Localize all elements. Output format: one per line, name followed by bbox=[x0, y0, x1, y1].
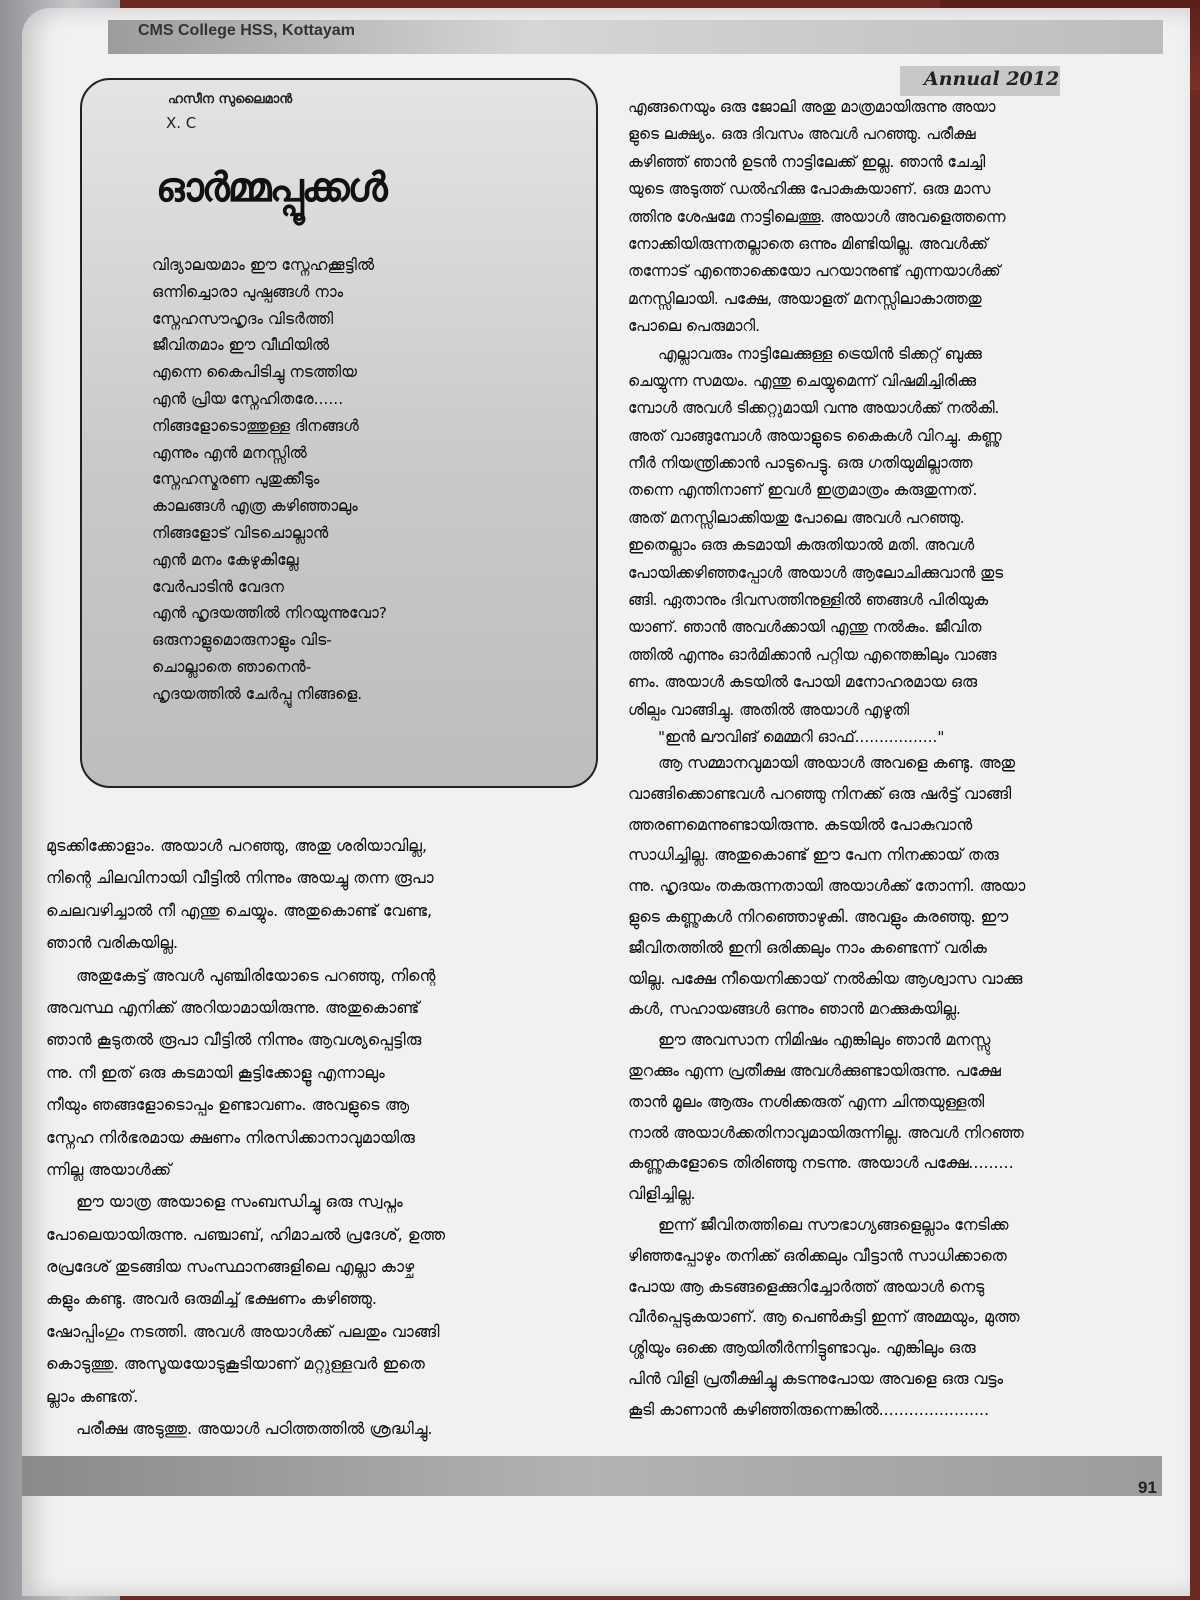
footer-band bbox=[22, 1456, 1162, 1496]
story-line: എങ്ങനെയും ഒരു ജോലി അതു മാത്രമായിരുന്നു അയാ bbox=[628, 98, 996, 116]
poem-line: സ്നേഹസൗഹൃദം വിടർത്തി bbox=[152, 309, 334, 328]
story-line: ല്ലാം കണ്ടത്. bbox=[46, 1386, 139, 1406]
story-line: ജീവിതത്തിൽ ഇനി ഒരിക്കലും നാം കണ്ടെന്ന് വരിക bbox=[628, 937, 987, 957]
story-line: ങ്ങി. ഏതാനും ദിവസത്തിനുള്ളിൽ ഞങ്ങൾ പിരിയുക bbox=[628, 591, 989, 610]
poem-line: എൻ പ്രിയ സ്നേഹിതരേ...... bbox=[152, 389, 344, 408]
story-line: അത് മനസ്സിലാക്കിയതു പോലെ അവൾ പറഞ്ഞു. bbox=[628, 508, 965, 527]
poem-line: വേർപാടിൻ വേദന bbox=[152, 577, 284, 596]
poem-line: എൻ മനം കേഴുകില്ലേ bbox=[152, 550, 299, 569]
story-line: നിന്റെ ചിലവിനായി വീട്ടിൽ നിന്നും അയച്ചു തന്ന രൂപാ bbox=[46, 868, 434, 888]
story-line: തന്നോട് എന്തൊക്കെയോ പറയാനുണ്ട് എന്നയാൾക്ക് bbox=[628, 262, 1001, 281]
story-line: അതുകേട്ട് അവൾ പുഞ്ചിരിയോടെ പറഞ്ഞു, നിന്റെ bbox=[76, 965, 436, 985]
story-line: പോലെ പെരുമാറി. bbox=[628, 317, 760, 336]
poem-line: നിങ്ങളോടൊത്തുള്ള ദിനങ്ങൾ bbox=[152, 416, 359, 435]
story-line: പോലെയായിരുന്നു. പഞ്ചാബ്, ഹിമാചൽ പ്രദേശ്, ഉത്ത bbox=[46, 1224, 446, 1244]
poem-author: ഹസീന സുലൈമാൻ bbox=[168, 92, 293, 107]
page-number: 91 bbox=[1138, 1478, 1157, 1497]
story-line: "ഇൻ ലൗവിങ് മെമ്മറി ഓഫ്................." bbox=[658, 727, 945, 746]
story-line: രപ്രദേശ് തുടങ്ങിയ സംസ്ഥാനങ്ങളിലെ എല്ലാ കാഴ്ച bbox=[46, 1257, 415, 1277]
story-right-column-bottom bbox=[628, 748, 1128, 1426]
story-line: നോക്കിയിരുന്നതല്ലാതെ ഒന്നും മിണ്ടിയില്ല. അവൾക്ക് bbox=[628, 234, 988, 253]
story-line: പോയ ആ കടങ്ങളെക്കുറിച്ചോർത്ത് അയാൾ നെടു bbox=[628, 1276, 985, 1296]
story-line: മനസ്സിലായി. പക്ഷേ, അയാളത് മനസ്സിലാകാത്തതു bbox=[628, 289, 982, 308]
poem-line: ജീവിതമാം ഈ വീഥിയിൽ bbox=[152, 336, 330, 355]
poem-line: ഒന്നിച്ചൊരാ പുഷ്പങ്ങൾ നാം bbox=[152, 282, 344, 301]
poem-line: സ്നേഹസ്മരണ പുതുക്കീടും bbox=[152, 470, 320, 489]
story-line: കണ്ണുകളോടെ തിരിഞ്ഞു നടന്നു. അയാൾ പക്ഷേ......... bbox=[628, 1153, 1014, 1173]
story-line: ഞാൻ വരികയില്ല. bbox=[46, 933, 179, 953]
story-line: വാങ്ങിക്കൊണ്ടവൾ പറഞ്ഞു നിനക്ക് ഒരു ഷർട്ട് വാങ്ങി bbox=[628, 783, 1012, 803]
story-line: മ്പോൾ അവൾ ടിക്കറ്റുമായി വന്നു അയാൾക്ക് നൽകി. bbox=[628, 399, 1000, 418]
story-line: ളുടെ കണ്ണുകൾ നിറഞ്ഞൊഴുകി. അവളും കരഞ്ഞു. ഈ bbox=[628, 906, 1008, 926]
story-line: മുടക്കിക്കോളാം. അയാൾ പറഞ്ഞു, അതു ശരിയാവില്ല, bbox=[46, 836, 428, 855]
story-line: ചെലവഴിച്ചാൽ നീ എന്തു ചെയ്യും. അതുകൊണ്ട് വേണ്ട, bbox=[46, 900, 433, 920]
story-line: ഴിഞ്ഞപ്പോഴും തനിക്ക് ഒരിക്കലും വീട്ടാൻ സാധിക്കാതെ bbox=[628, 1245, 1007, 1265]
story-line: നീർ നിയന്ത്രിക്കാൻ പാടുപെട്ടു. ഒരു ഗതിയുമില്ലാത്ത bbox=[628, 454, 973, 473]
story-line: നീയും ഞങ്ങളോടൊപ്പം ഉണ്ടാവണം. അവളുടെ ആ bbox=[46, 1095, 410, 1115]
story-line: കഴിഞ്ഞ് ഞാൻ ഉടൻ നാട്ടിലേക്ക് ഇല്ല. ഞാൻ ചേച്ചി bbox=[628, 152, 986, 171]
poem-line: വിദ്യാലയമാം ഈ സ്നേഹക്കൂട്ടിൽ bbox=[152, 256, 375, 274]
story-line: ത്തിൽ എന്നും ഓർമിക്കാൻ പറ്റിയ എന്തെങ്കിലും വാങ്ങ bbox=[628, 645, 997, 664]
poem-title: ഓർമ്മപ്പൂക്കൾ bbox=[156, 165, 386, 211]
story-line: അത് വാങ്ങുമ്പോൾ അയാളുടെ കൈകൾ വിറച്ചു. കണ്ണു bbox=[628, 426, 1002, 445]
story-line: വിളിച്ചില്ല. bbox=[628, 1184, 696, 1204]
story-line: താൻ മൂലം ആരും നശിക്കരുത് എന്ന ചിന്തയുള്ളതി bbox=[628, 1091, 985, 1111]
poem-line: കാലങ്ങൾ എത്ര കഴിഞ്ഞാലും bbox=[152, 497, 358, 516]
story-line: ണം. അയാൾ കടയിൽ പോയി മനോഹരമായ ഒരു bbox=[628, 673, 977, 692]
story-line: ആ സമ്മാനവുമായി അയാൾ അവളെ കണ്ടു. അതു bbox=[658, 753, 1015, 772]
story-right-column-top bbox=[628, 94, 1088, 751]
story-line: യുടെ അടുത്ത് ഡൽഹിക്കു പോകുകയാണ്. ഒരു മാസ bbox=[628, 180, 991, 199]
poem-line: നിങ്ങളോട് വിടചൊല്ലാൻ bbox=[152, 523, 329, 542]
story-line: ഈ അവസാന നിമിഷം എങ്കിലും ഞാൻ മനസ്സു bbox=[658, 1030, 991, 1050]
story-line: യാണ്. ഞാൻ അവൾക്കായി എന്തു നൽകും. ജീവിത bbox=[628, 618, 982, 637]
poem-lines bbox=[152, 252, 572, 708]
story-line: ഇന്ന് ജീവിതത്തിലെ സൗഭാഗ്യങ്ങളെല്ലാം നേടിക്ക bbox=[658, 1214, 1009, 1234]
story-line: ഈ യാത്ര അയാളെ സംബന്ധിച്ചു ഒരു സ്വപ്നം bbox=[76, 1192, 403, 1212]
story-line: ശില്പം വാങ്ങിച്ചു. അതിൽ അയാൾ എഴുതി bbox=[628, 700, 910, 719]
poem-line: എന്നും എൻ മനസ്സിൽ bbox=[152, 443, 307, 462]
story-line: അവസ്ഥ എനിക്ക് അറിയാമായിരുന്നു. അതുകൊണ്ട് bbox=[46, 997, 420, 1017]
story-line: പരീക്ഷ അടുത്തു. അയാൾ പഠിത്തത്തിൽ ശ്രദ്ധിച്ചു. bbox=[76, 1419, 433, 1439]
story-line: ഞാൻ കൂടുതൽ രൂപാ വീട്ടിൽ നിന്നും ആവശ്യപ്പെട്ടിരു bbox=[46, 1030, 422, 1050]
story-line: ളുടെ ലക്ഷ്യം. ഒരു ദിവസം അവൾ പറഞ്ഞു. പരീക്ഷ bbox=[628, 125, 976, 144]
poem-line: ചൊല്ലാതെ ഞാനെൻ- bbox=[152, 657, 312, 676]
poem-line: എൻ ഹൃദയത്തിൽ നിറയുന്നുവോ? bbox=[152, 604, 387, 623]
poem-line: ഒരുനാളുമൊരുനാളും വിട- bbox=[152, 631, 332, 650]
story-line: കളും കണ്ടു. അവർ ഒരുമിച്ച് ഭക്ഷണം കഴിഞ്ഞു. bbox=[46, 1289, 378, 1309]
story-line: യില്ല. പക്ഷേ നീയെനിക്കായ് നൽകിയ ആശ്വാസ വാക്കു bbox=[628, 968, 1023, 988]
story-left-column bbox=[46, 830, 612, 1445]
annual-label: Annual 2012 bbox=[924, 68, 1060, 90]
story-line: സാധിച്ചില്ല. അതുകൊണ്ട് ഈ പേന നിനക്കായ് തരു bbox=[628, 845, 999, 865]
story-line: ഇതെല്ലാം ഒരു കടമായി കരുതിയാൽ മതി. അവൾ bbox=[628, 536, 975, 555]
story-line: പിൻ വിളി പ്രതീക്ഷിച്ചു കടന്നുപോയ അവളെ ഒരു വട്ടം bbox=[628, 1368, 1004, 1388]
story-line: നാൽ അയാൾക്കതിനാവുമായിരുന്നില്ല. അവൾ നിറഞ്ഞ bbox=[628, 1122, 1024, 1142]
story-line: ന്നില്ല അയാൾക്ക് bbox=[46, 1159, 172, 1179]
poem-author-class: X. C bbox=[166, 114, 197, 132]
story-line: ത്തരണമെന്നുണ്ടായിരുന്നു. കടയിൽ പോകുവാൻ bbox=[628, 814, 973, 834]
story-line: എല്ലാവരും നാട്ടിലേക്കുള്ള ട്രെയിൻ ടിക്കറ്റ് ബുക്കു bbox=[658, 344, 982, 363]
school-name: CMS College HSS, Kottayam bbox=[138, 22, 355, 39]
story-line: സ്നേഹ നിർഭരമായ ക്ഷണം നിരസിക്കാനാവുമായിരു bbox=[46, 1127, 415, 1147]
story-line: കൂടി കാണാൻ കഴിഞ്ഞിരുന്നെങ്കിൽ...................... bbox=[628, 1399, 990, 1419]
poem-line: എന്നെ കൈപിടിച്ചു നടത്തിയ bbox=[152, 363, 357, 382]
story-line: തുറക്കും എന്ന പ്രതീക്ഷ അവൾക്കുണ്ടായിരുന്നു. പക്ഷേ bbox=[628, 1060, 1001, 1080]
story-line: കൊടുത്തു. അസൂയയോടുകൂടിയാണ് മറ്റുള്ളവർ ഇതെ bbox=[46, 1354, 425, 1374]
story-line: ന്നു. ഹൃദയം തകരുന്നതായി അയാൾക്ക് തോന്നി. അയാ bbox=[628, 876, 1026, 896]
story-line: കൾ, സഹായങ്ങൾ ഒന്നും ഞാൻ മറക്കുകയില്ല. bbox=[628, 999, 961, 1019]
story-line: ത്തിനു ശേഷമേ നാട്ടിലെത്തൂ. അയാൾ അവളെത്തന്നെ bbox=[628, 207, 1006, 226]
story-line: പോയിക്കഴിഞ്ഞപ്പോൾ അയാൾ ആലോചിക്കുവാൻ തുട bbox=[628, 563, 1004, 582]
story-line: ന്നു. നീ ഇത് ഒരു കടമായി കൂട്ടിക്കോളൂ എന്നാലും bbox=[46, 1062, 385, 1082]
story-line: ശ്ശിയും ഒക്കെ ആയിതീർന്നിട്ടുണ്ടാവും. എങ്കിലും ഒരു bbox=[628, 1338, 976, 1358]
story-line: ഷോപ്പിംഗും നടത്തി. അവൾ അയാൾക്ക് പലതും വാങ്ങി bbox=[46, 1321, 440, 1341]
poem-line: ഹൃദയത്തിൽ ചേർപ്പൂ നിങ്ങളെ. bbox=[152, 684, 363, 703]
story-line: വീർപ്പെടുകയാണ്. ആ പെൺകുട്ടി ഇന്ന് അമ്മയും, മുത്ത bbox=[628, 1307, 1020, 1327]
story-line: തന്നെ എന്തിനാണ് ഇവൾ ഇത്രമാത്രം കരുതുന്നത്. bbox=[628, 481, 978, 500]
story-line: ചെയ്യുന്ന സമയം. എന്തു ചെയ്യുമെന്ന് വിഷമിച്ചിരിക്കു bbox=[628, 371, 976, 390]
